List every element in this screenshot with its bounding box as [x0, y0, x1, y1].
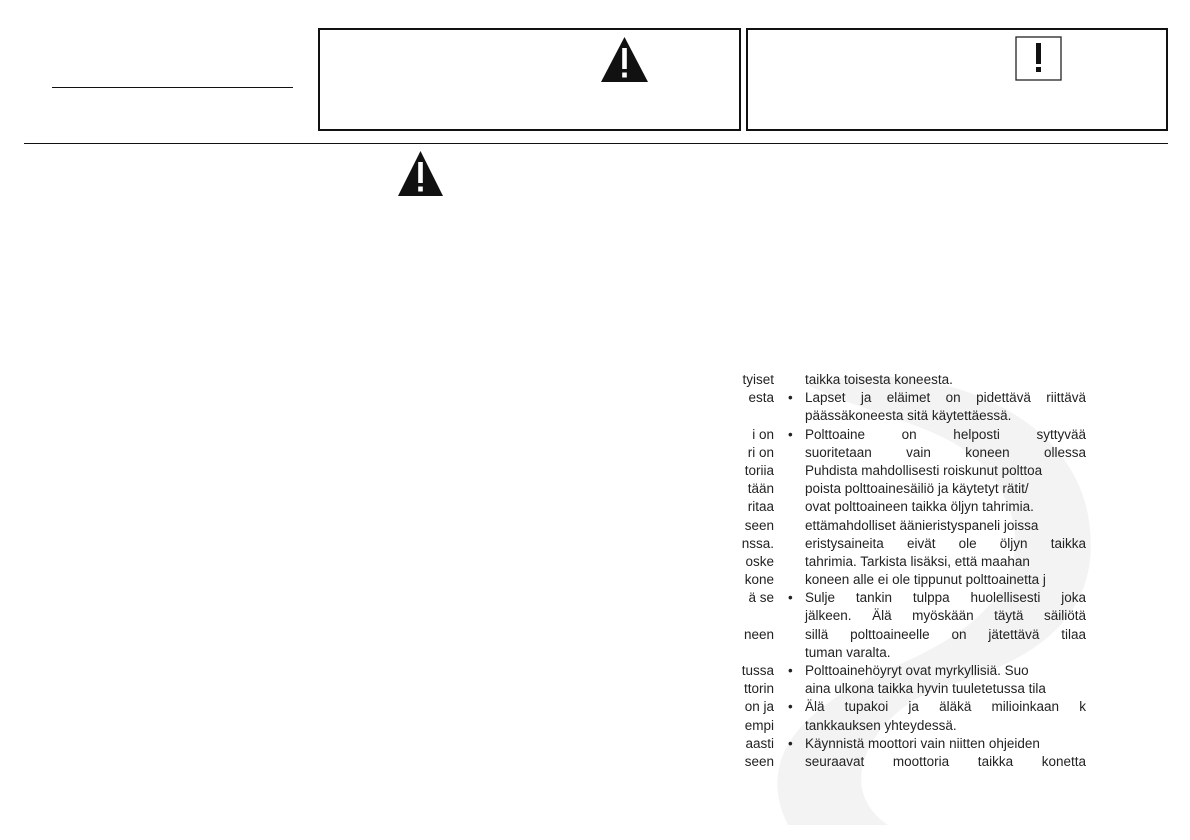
caution-box [746, 28, 1168, 131]
right-text-column [786, 371, 1086, 771]
text-line [786, 553, 1086, 571]
left-text-fragment: on ja [744, 699, 774, 715]
text-line [786, 517, 1086, 535]
header-divider [52, 87, 293, 88]
text-line [786, 717, 1086, 735]
left-text-fragment: i on [752, 426, 774, 442]
line-text: sillä polttoaineelle on jätettävä tilaa [805, 626, 1086, 642]
text-line [786, 444, 1086, 462]
warning-triangle-icon [600, 36, 649, 83]
line-text: tankkauksen yhteydessä. [805, 717, 957, 733]
left-text-fragment: seen [744, 753, 774, 769]
bullet-marker: • [788, 390, 793, 406]
line-text: taikka toisesta koneesta. [805, 372, 953, 387]
left-text-fragment: neen [743, 626, 774, 642]
left-text-fragment: ä se [748, 590, 774, 606]
left-text-fragment [700, 644, 774, 662]
text-line [786, 371, 1086, 389]
left-text-fragment: oske [745, 553, 774, 569]
line-text: Sulje tankin tulppa huolellisesti joka [805, 590, 1086, 606]
left-text-fragment: ritaa [747, 499, 774, 515]
text-line [786, 480, 1086, 498]
section-divider [24, 143, 1168, 144]
line-text: Puhdista mahdollisesti roiskunut polttoa [805, 462, 1043, 478]
line-text: Älä tupakoi ja äläkä milioinkaan k [805, 699, 1086, 715]
bullet-marker: • [788, 699, 793, 715]
left-text-fragment: ri on [747, 444, 774, 460]
left-text-fragment: empi [744, 717, 774, 733]
left-text-fragment: kone [744, 572, 774, 588]
line-text: Polttoaine on helposti syttyvää [805, 426, 1086, 442]
bullet-line [786, 589, 1086, 607]
text-line [786, 407, 1086, 425]
bullet-line [786, 735, 1086, 753]
line-text: aina ulkona taikka hyvin tuuletetussa tila [805, 681, 1046, 697]
line-text: poista polttoainesäiliö ja käytetyt rätit/ [805, 481, 1029, 497]
text-line [786, 644, 1086, 662]
left-text-fragment: ttorin [743, 681, 774, 697]
left-text-fragment [700, 407, 774, 425]
line-text: ettämahdolliset äänieristyspaneli joissa [805, 517, 1039, 533]
left-text-fragment [700, 607, 774, 625]
line-text: tahrimia. Tarkista lisäksi, että maahan [805, 553, 1030, 569]
text-line [786, 753, 1086, 771]
text-line [786, 498, 1086, 516]
left-text-fragment: tyiset [742, 372, 774, 387]
bullet-marker: • [788, 663, 793, 678]
bullet-line [786, 426, 1086, 444]
bullet-line [786, 389, 1086, 407]
line-text: eristysaineita eivät ole öljyn taikka [805, 535, 1086, 551]
bullet-marker: • [788, 426, 793, 442]
text-line [786, 462, 1086, 480]
line-text: jälkeen. Älä myöskään täytä säiliötä [805, 608, 1086, 624]
line-text: seuraavat moottoria taikka konetta [805, 753, 1086, 769]
line-text: Polttoainehöyryt ovat myrkyllisiä. Suo [805, 663, 1029, 678]
bullet-marker: • [788, 735, 793, 751]
left-text-fragment: tään [747, 481, 774, 497]
text-line [786, 535, 1086, 553]
line-text: koneen alle ei ole tippunut polttoainetta j [805, 572, 1046, 588]
warning-triangle-icon [397, 150, 444, 197]
line-text: ovat polttoaineen taikka öljyn tahrimia. [805, 499, 1034, 515]
left-text-fragment: nssa. [741, 535, 774, 551]
line-text: Käynnistä moottori vain niitten ohjeiden [805, 735, 1040, 751]
line-text: tuman varalta. [805, 644, 891, 660]
text-line [786, 571, 1086, 589]
left-text-fragment: seen [744, 517, 774, 533]
text-line [786, 626, 1086, 644]
text-line [786, 607, 1086, 625]
left-text-fragment: tussa [741, 663, 774, 678]
left-text-fragment: esta [748, 390, 774, 406]
left-text-fragment: toriia [744, 462, 774, 478]
bullet-line [786, 662, 1086, 680]
line-text: suoritetaan vain koneen ollessa [805, 444, 1086, 460]
bullet-marker: • [788, 590, 793, 606]
text-line [786, 680, 1086, 698]
line-text: päässäkoneesta sitä käytettäessä. [805, 408, 1012, 424]
caution-exclamation-icon [1015, 36, 1062, 81]
line-text: Lapset ja eläimet on pidettävä riittävä [805, 390, 1086, 406]
warning-box [318, 28, 741, 131]
bullet-line [786, 698, 1086, 716]
left-text-column [700, 371, 774, 771]
left-text-fragment: aasti [745, 735, 774, 751]
